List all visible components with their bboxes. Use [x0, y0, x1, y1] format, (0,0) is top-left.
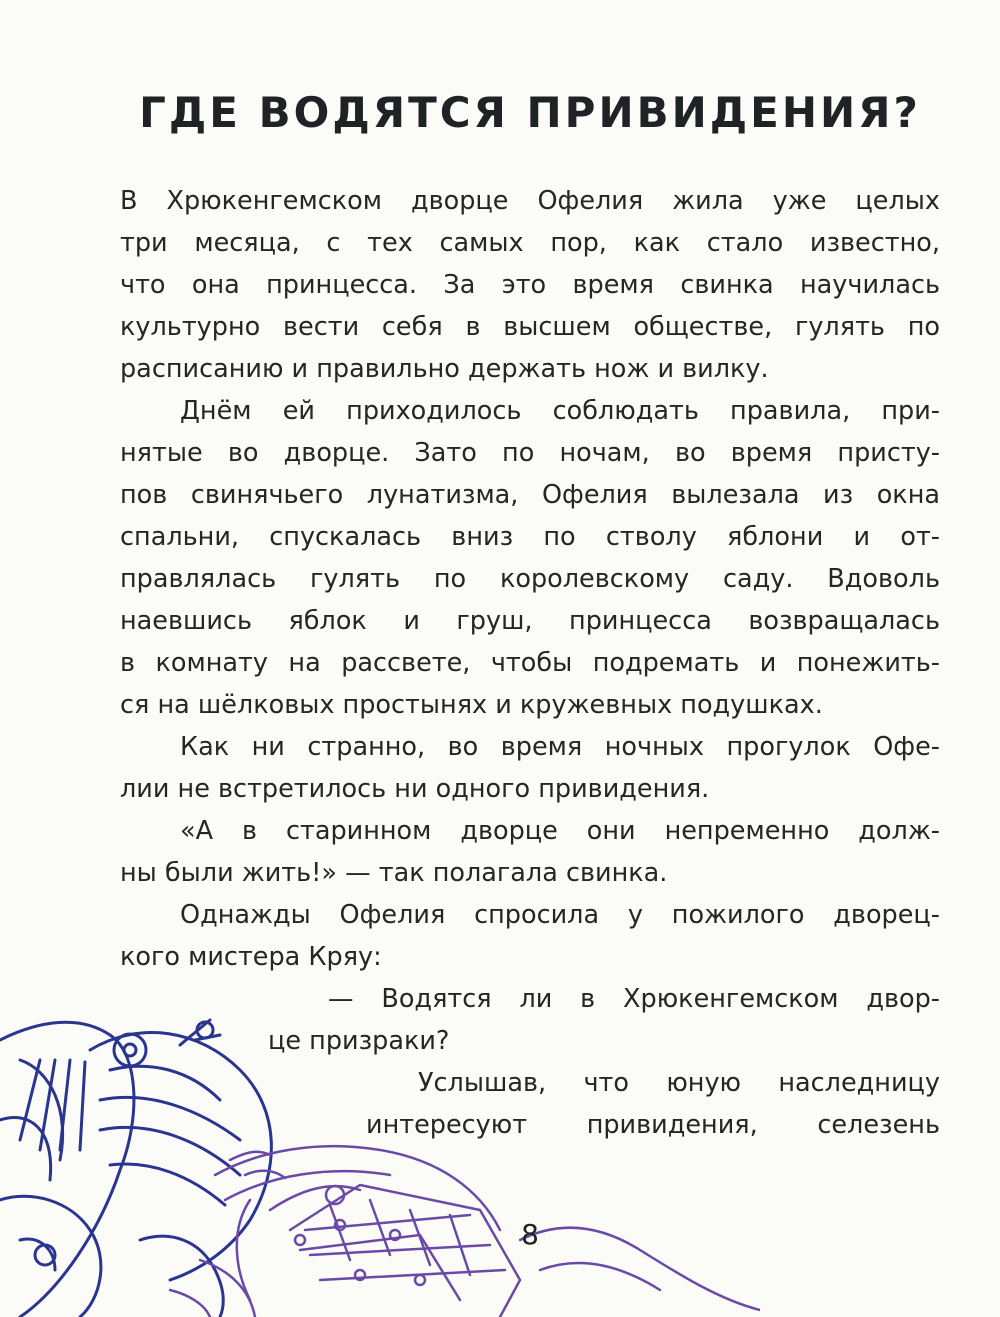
text-line: Услышав, что юную наследницу [418, 1068, 940, 1098]
text-line: спальни, спускалась вниз по стволу яблони и от- [120, 522, 940, 552]
text-line: в комнату на рассвете, чтобы подремать и понежить- [120, 648, 940, 678]
text-line: лии не встретилось ни одного привидения. [120, 774, 710, 804]
text-line: интересуют привидения, селезень [366, 1110, 940, 1140]
text-line: — Водятся ли в Хрюкенгемском двор- [328, 984, 940, 1014]
text-line: ны были жить!» — так полагала свинка. [120, 858, 668, 888]
text-line: кого мистера Кряу: [120, 942, 382, 972]
text-line: культурно вести себя в высшем обществе, гулять по [120, 312, 940, 342]
text-line: Как ни странно, во время ночных прогулок Офе- [180, 732, 940, 762]
text-line: Однажды Офелия спросила у пожилого дворец- [180, 900, 940, 930]
text-line: пов свинячьего лунатизма, Офелия вылезала из окна [120, 480, 940, 510]
text-line: правлялась гулять по королевскому саду. Вдоволь [120, 564, 940, 594]
text-line: ся на шёлковых простынях и кружевных подушках. [120, 690, 823, 720]
text-line: что она принцесса. За это время свинка научилась [120, 270, 940, 300]
text-line: наевшись яблок и груш, принцесса возвращалась [120, 606, 940, 636]
bed-pillows-illustration [0, 1000, 760, 1317]
text-line: три месяца, с тех самых пор, как стало известно, [120, 228, 940, 258]
text-line: В Хрюкенгемском дворце Офелия жила уже целых [120, 186, 940, 216]
text-line: «А в старинном дворце они непременно долж- [180, 816, 940, 846]
text-line: Днём ей приходилось соблюдать правила, при- [180, 396, 940, 426]
text-line: нятые во дворце. Зато по ночам, во время присту- [120, 438, 940, 468]
chapter-title: ГДЕ ВОДЯТСЯ ПРИВИДЕНИЯ? [139, 88, 921, 137]
text-line: расписанию и правильно держать нож и вилку. [120, 354, 769, 384]
page-number: 8 [521, 1218, 539, 1251]
text-line: це призраки? [268, 1026, 450, 1056]
